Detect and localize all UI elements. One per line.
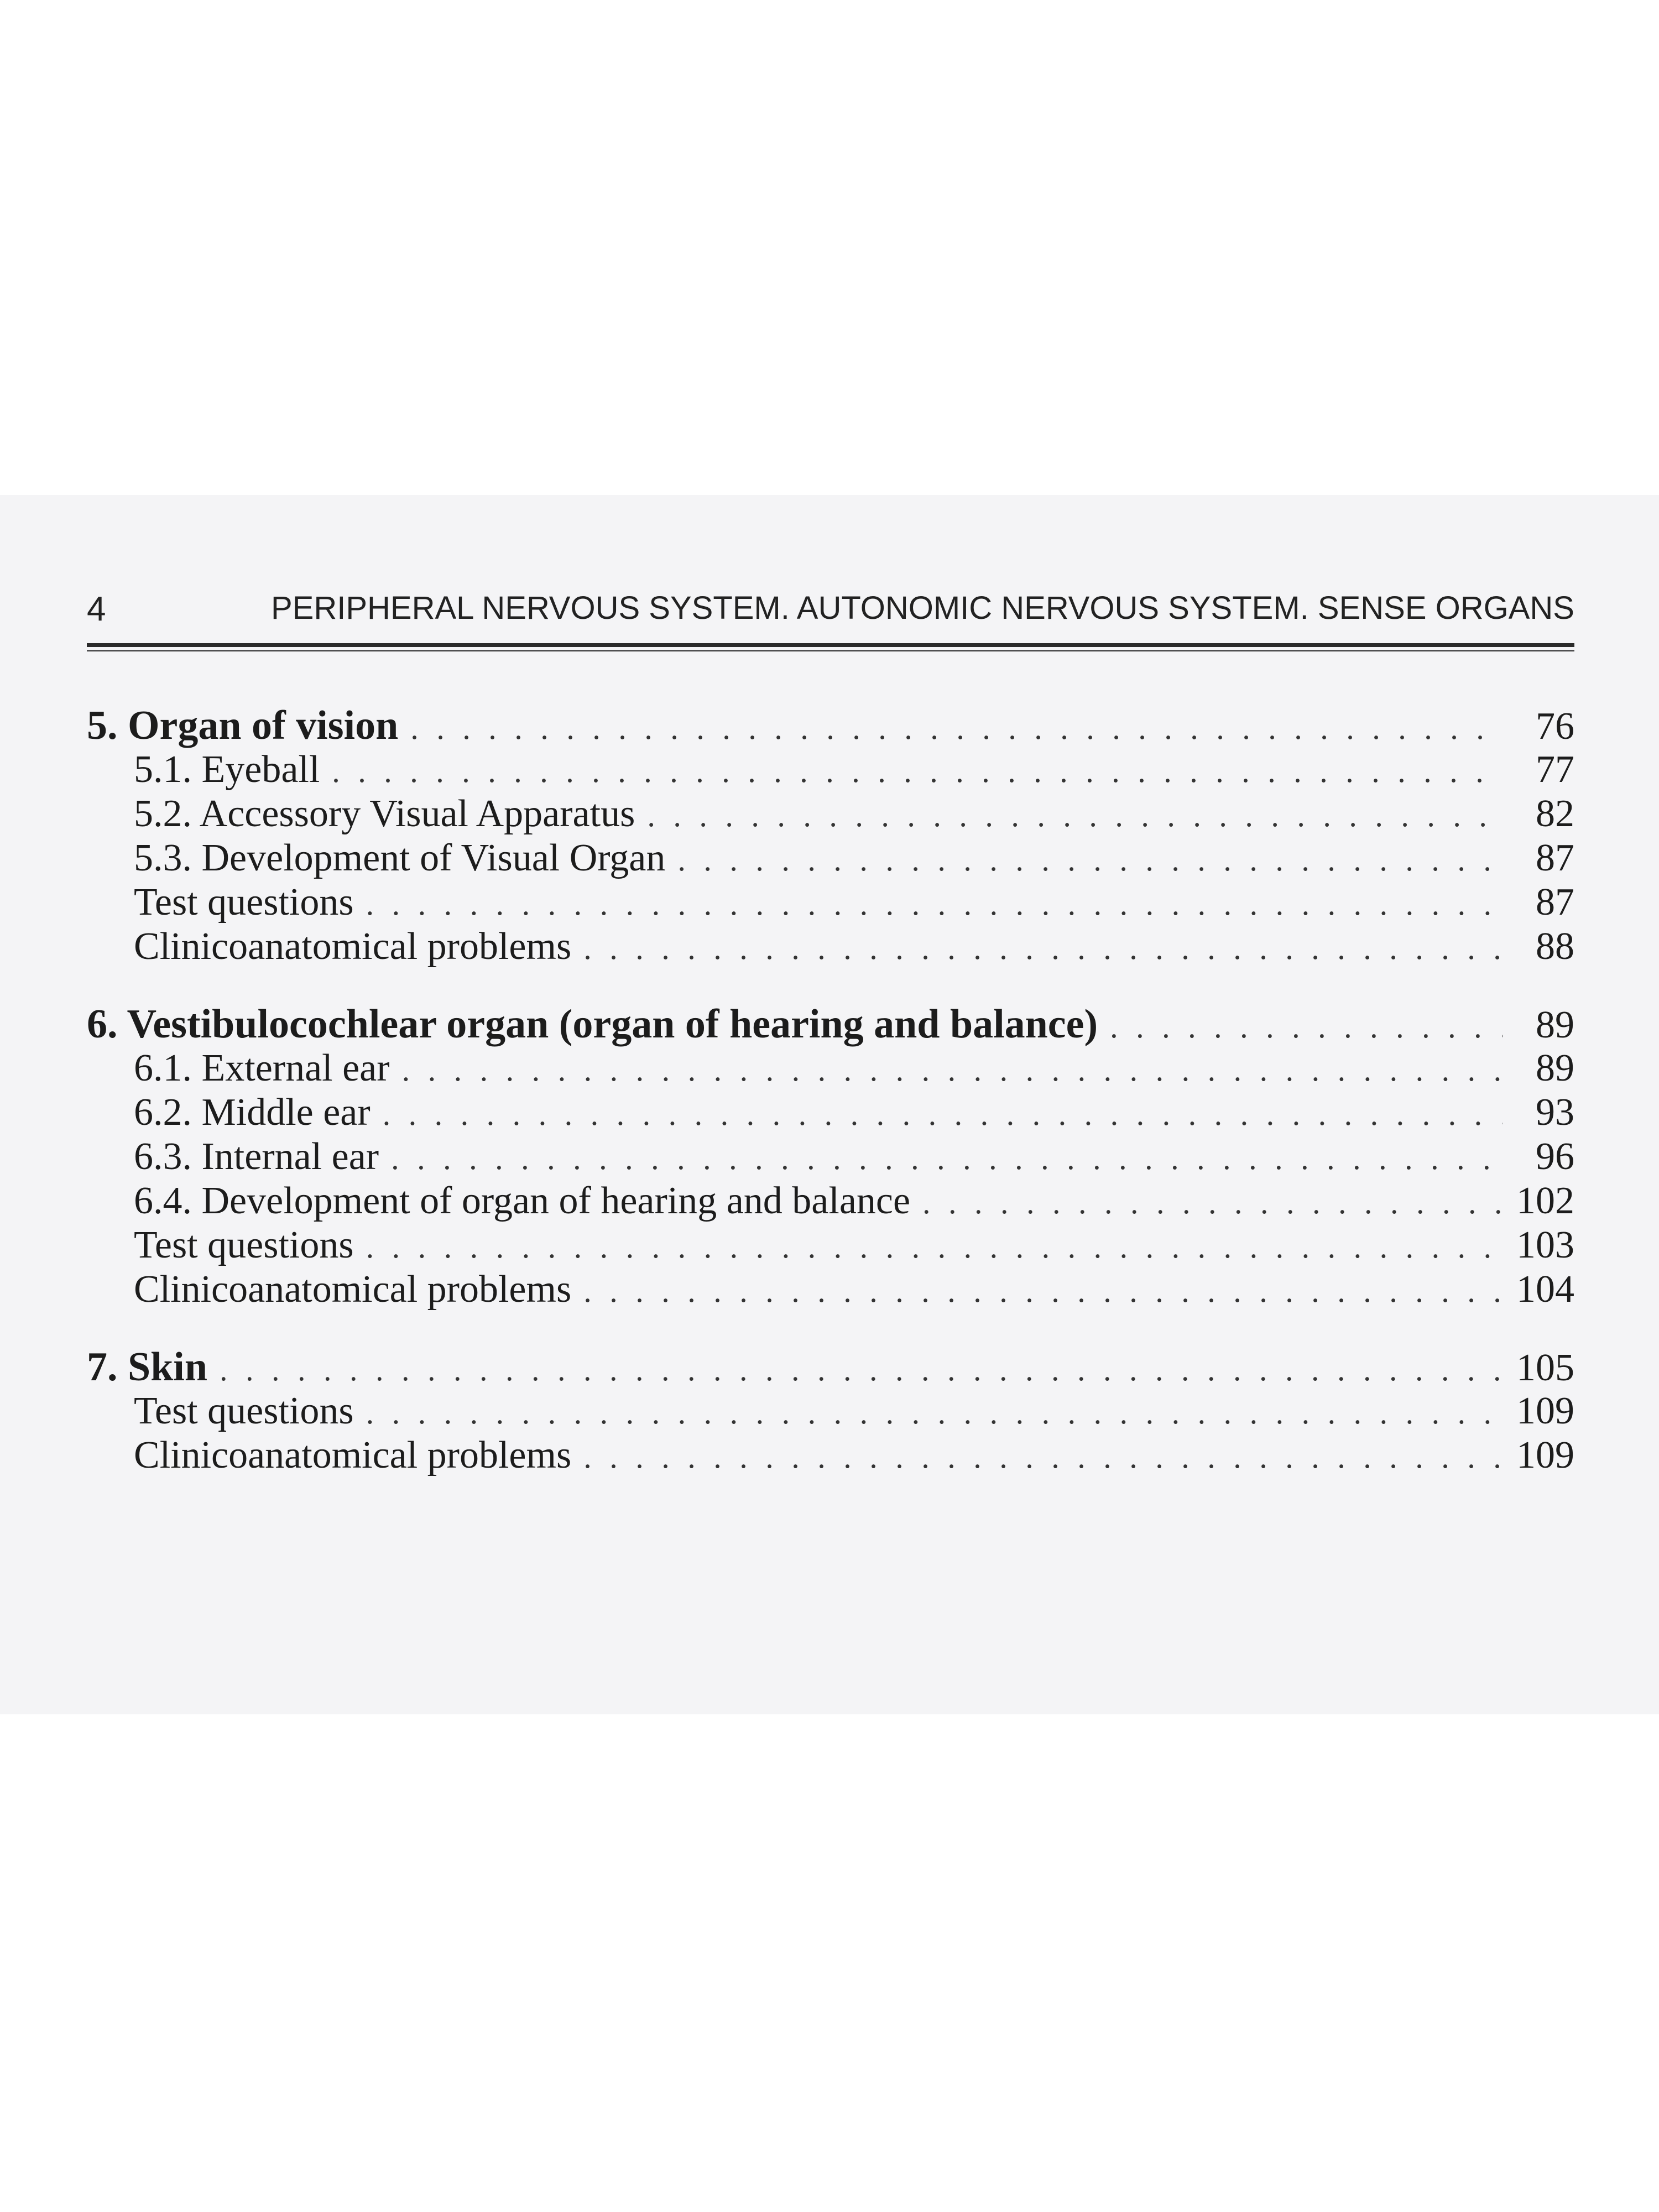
toc-entry [87, 748, 1574, 792]
toc-entry [87, 880, 1574, 925]
toc-entry-label: Clinicoanatomical problems [134, 925, 572, 968]
running-title: PERIPHERAL NERVOUS SYSTEM. AUTONOMIC NERVOUS SYSTEM. SENSE ORGANS [270, 590, 1574, 626]
toc-entry [87, 1046, 1574, 1091]
dot-leader [332, 749, 1503, 794]
toc-entry [87, 1267, 1574, 1312]
toc-page-number: 109 [1516, 1434, 1574, 1477]
toc-section [87, 1002, 1574, 1312]
toc-entry [87, 1223, 1574, 1267]
toc-entry-label: 5.3. Development of Visual Organ [134, 837, 666, 879]
toc-entry-label: 5.2. Accessory Visual Apparatus [134, 792, 635, 835]
toc-entry-label: Test questions [134, 1390, 354, 1432]
header-rule-thin [87, 650, 1574, 651]
toc-page-number: 93 [1536, 1091, 1574, 1134]
toc-page-number: 76 [1536, 705, 1574, 748]
toc-page-number: 77 [1536, 748, 1574, 791]
toc-chapter [87, 703, 1574, 748]
toc-entry-label: 6.1. External ear [134, 1047, 390, 1089]
toc-page-number: 96 [1536, 1135, 1574, 1178]
toc-entry [87, 836, 1574, 880]
header-rule-thick [87, 643, 1574, 647]
toc-entry-label: 5.1. Eyeball [134, 748, 320, 791]
toc-page-number: 87 [1536, 881, 1574, 924]
toc-entry [87, 1179, 1574, 1223]
dot-leader [366, 882, 1503, 926]
toc-page-number: 102 [1516, 1180, 1574, 1222]
toc-entry-label: 7. Skin [87, 1344, 208, 1390]
toc-entry-label: 6.4. Development of organ of hearing and balance [134, 1180, 911, 1222]
toc-entry [87, 1433, 1574, 1478]
dot-leader [647, 794, 1503, 838]
toc-page-number: 89 [1536, 1047, 1574, 1089]
toc-page-number: 105 [1516, 1347, 1574, 1389]
toc-section [87, 703, 1574, 969]
toc-entry [87, 792, 1574, 836]
toc-entry [87, 1389, 1574, 1433]
dot-leader [1110, 1005, 1503, 1049]
dot-leader [583, 1435, 1503, 1479]
toc-page-number: 87 [1536, 837, 1574, 879]
dot-leader [383, 1092, 1503, 1136]
dot-leader [391, 1136, 1503, 1181]
dot-leader [366, 1225, 1503, 1269]
dot-leader [677, 838, 1503, 882]
toc-entry-label: Clinicoanatomical problems [134, 1434, 572, 1477]
page-number: 4 [87, 590, 106, 628]
dot-leader [583, 1269, 1503, 1313]
dot-leader [410, 706, 1503, 750]
running-header [87, 586, 1574, 633]
toc-entry-label: 6.2. Middle ear [134, 1091, 371, 1134]
toc-page-number: 88 [1536, 925, 1574, 968]
toc-page-number: 103 [1516, 1224, 1574, 1266]
toc-chapter [87, 1345, 1574, 1389]
toc-entry [87, 1091, 1574, 1135]
dot-leader [402, 1048, 1503, 1092]
dot-leader [922, 1181, 1503, 1225]
toc-page-number: 104 [1516, 1268, 1574, 1311]
toc-entry-label: 6. Vestibulocochlear organ (organ of hearing and balance) [87, 1001, 1098, 1047]
toc-entry-label: Test questions [134, 1224, 354, 1266]
dot-leader [220, 1348, 1503, 1392]
toc-entry [87, 925, 1574, 969]
toc-entry-label: 6.3. Internal ear [134, 1135, 379, 1178]
toc-entry-label: 5. Organ of vision [87, 703, 399, 748]
toc-chapter [87, 1002, 1574, 1046]
dot-leader [583, 926, 1503, 971]
toc-entry [87, 1135, 1574, 1179]
toc-page-number: 109 [1516, 1390, 1574, 1432]
toc-entry-label: Clinicoanatomical problems [134, 1268, 572, 1311]
dot-leader [366, 1391, 1503, 1435]
table-of-contents [87, 703, 1574, 1478]
toc-section [87, 1345, 1574, 1478]
toc-entry-label: Test questions [134, 881, 354, 924]
toc-page-number: 89 [1536, 1004, 1574, 1046]
toc-page-number: 82 [1536, 792, 1574, 835]
